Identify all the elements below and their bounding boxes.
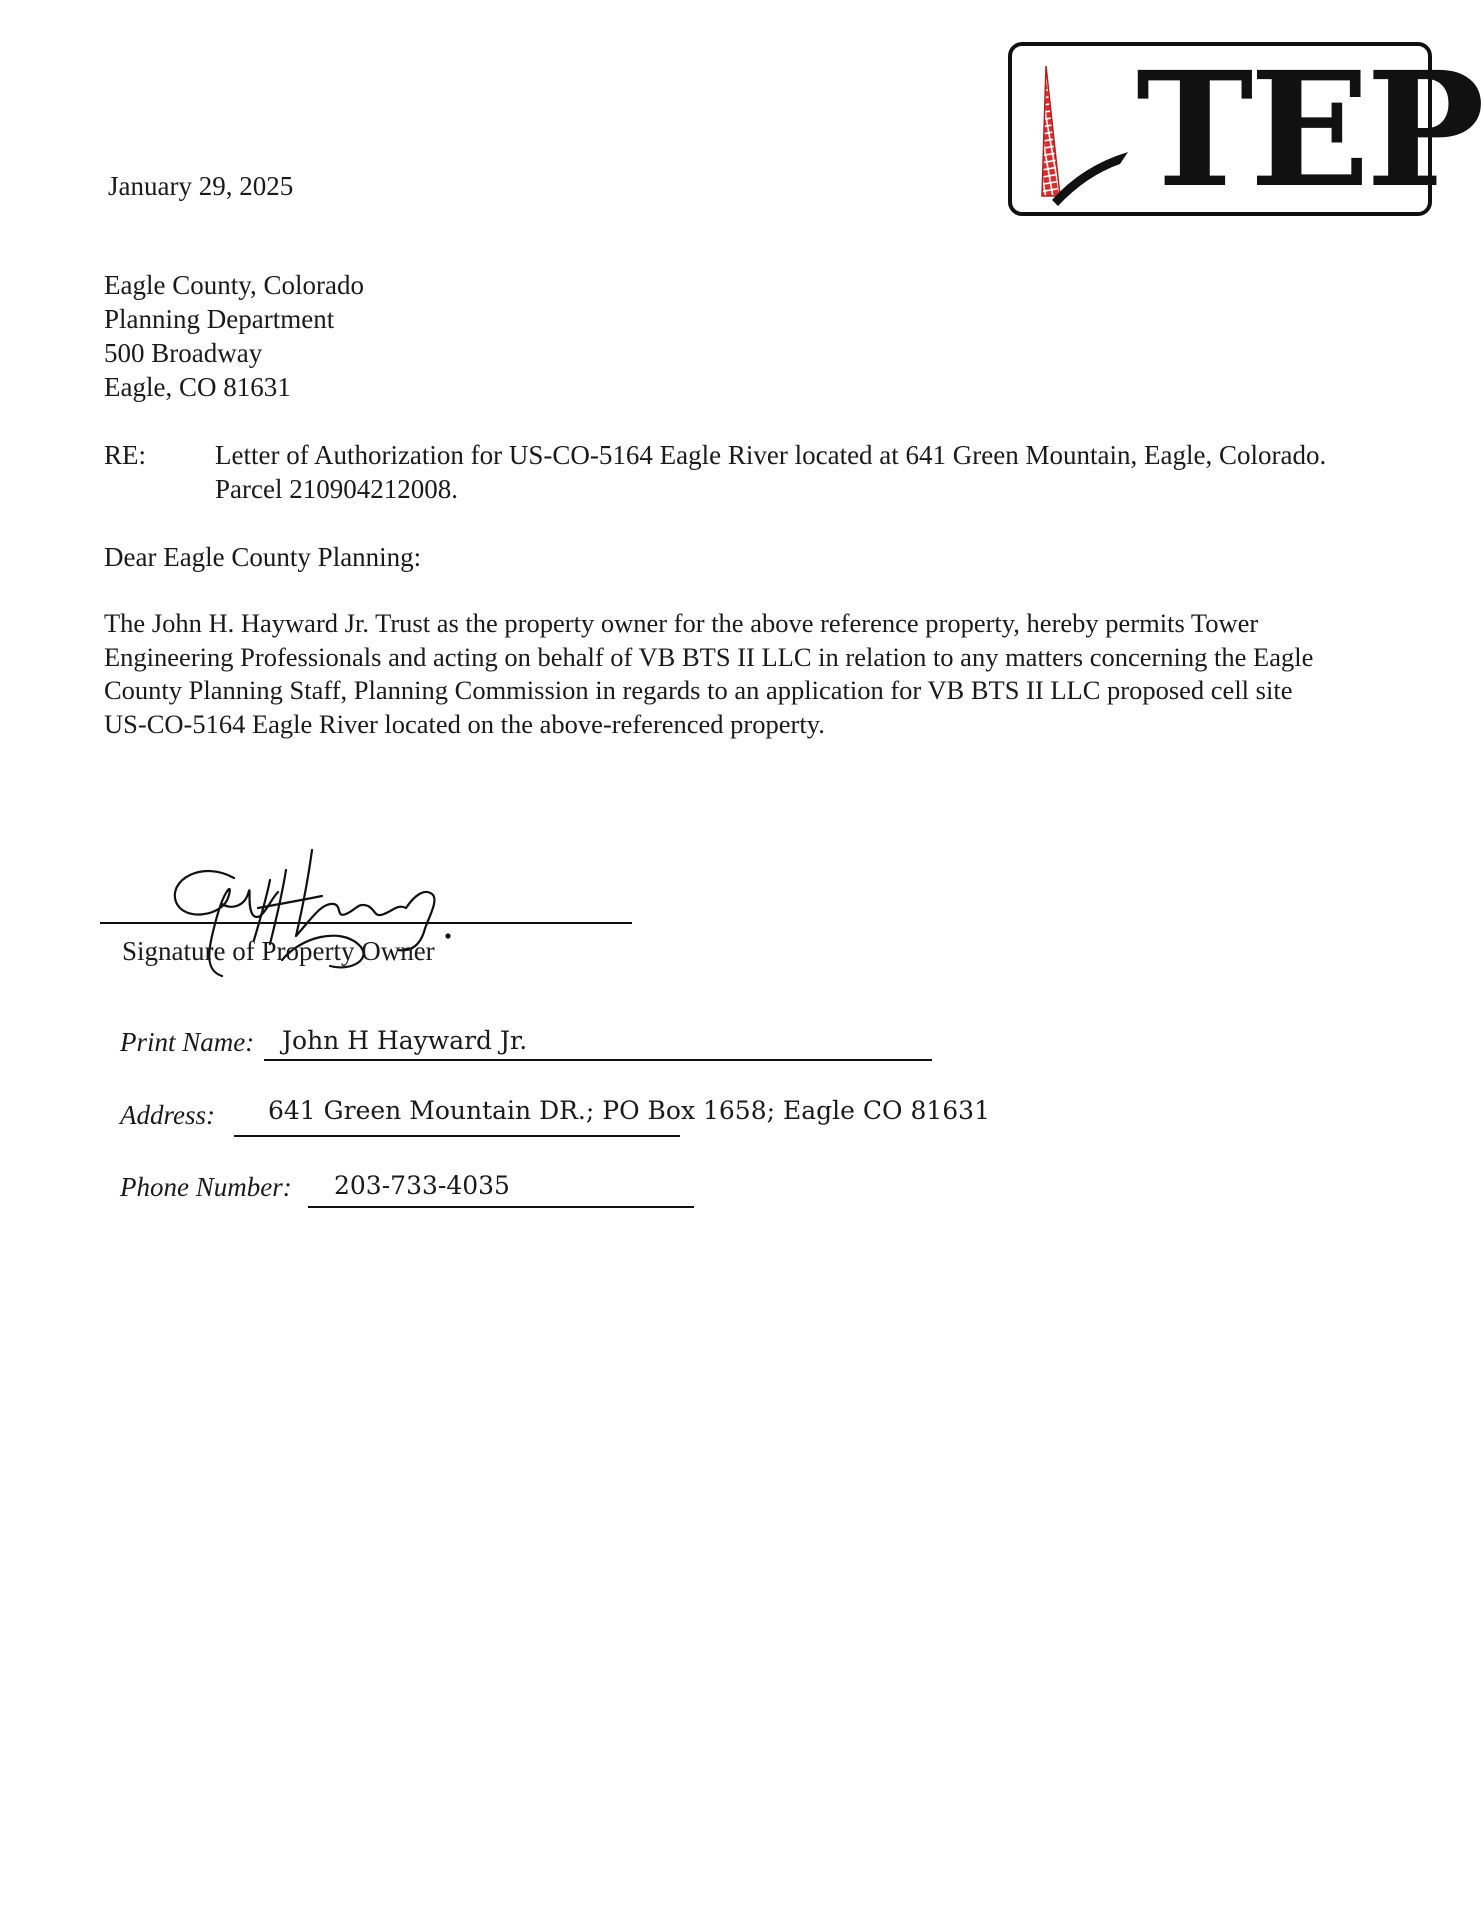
logo-text: TEP bbox=[1136, 38, 1481, 223]
body-line: Engineering Professionals and acting on behalf of VB BTS II LLC in relation to any matters concerning the Eagle bbox=[104, 641, 1314, 672]
address-underline bbox=[234, 1135, 680, 1137]
re-subject bbox=[215, 438, 1326, 506]
body-line: The John H. Hayward Jr. Trust as the property owner for the above reference property, hereby permits Tower bbox=[104, 608, 1259, 638]
body-line: County Planning Staff, Planning Commission in regards to an application for VB BTS II LLC proposed cell site bbox=[104, 675, 1293, 705]
phone-value: 203-733-4035 bbox=[334, 1171, 510, 1200]
recipient-line: 500 Broadway bbox=[104, 338, 263, 368]
recipient-line: Planning Department bbox=[104, 304, 335, 334]
signature-line bbox=[100, 922, 632, 924]
letter-date: January 29, 2025 bbox=[108, 171, 294, 201]
salutation: Dear Eagle County Planning: bbox=[104, 542, 422, 572]
phone-underline bbox=[308, 1206, 694, 1208]
address-label: Address: bbox=[120, 1100, 215, 1130]
body-paragraph bbox=[104, 607, 1313, 741]
phone-label: Phone Number: bbox=[120, 1172, 292, 1202]
re-line: Letter of Authorization for US-CO-5164 Eagle River located at 641 Green Mountain, Eagle, Colorado. bbox=[215, 440, 1327, 470]
print-name-underline bbox=[264, 1059, 932, 1061]
recipient-address bbox=[104, 268, 364, 404]
signature-label: Signature of Property Owner bbox=[122, 936, 435, 966]
recipient-line: Eagle County, Colorado bbox=[104, 270, 364, 300]
re-label: RE: bbox=[104, 440, 147, 470]
recipient-line: Eagle, CO 81631 bbox=[104, 372, 291, 402]
company-logo bbox=[1008, 38, 1481, 223]
re-line: Parcel 210904212008. bbox=[215, 474, 458, 504]
print-name-label: Print Name: bbox=[120, 1027, 255, 1057]
address-value: 641 Green Mountain DR.; PO Box 1658; Eagle CO 81631 bbox=[268, 1096, 990, 1125]
body-line: US-CO-5164 Eagle River located on the above-referenced property. bbox=[104, 708, 825, 739]
print-name-value: John H Hayward Jr. bbox=[282, 1026, 528, 1055]
